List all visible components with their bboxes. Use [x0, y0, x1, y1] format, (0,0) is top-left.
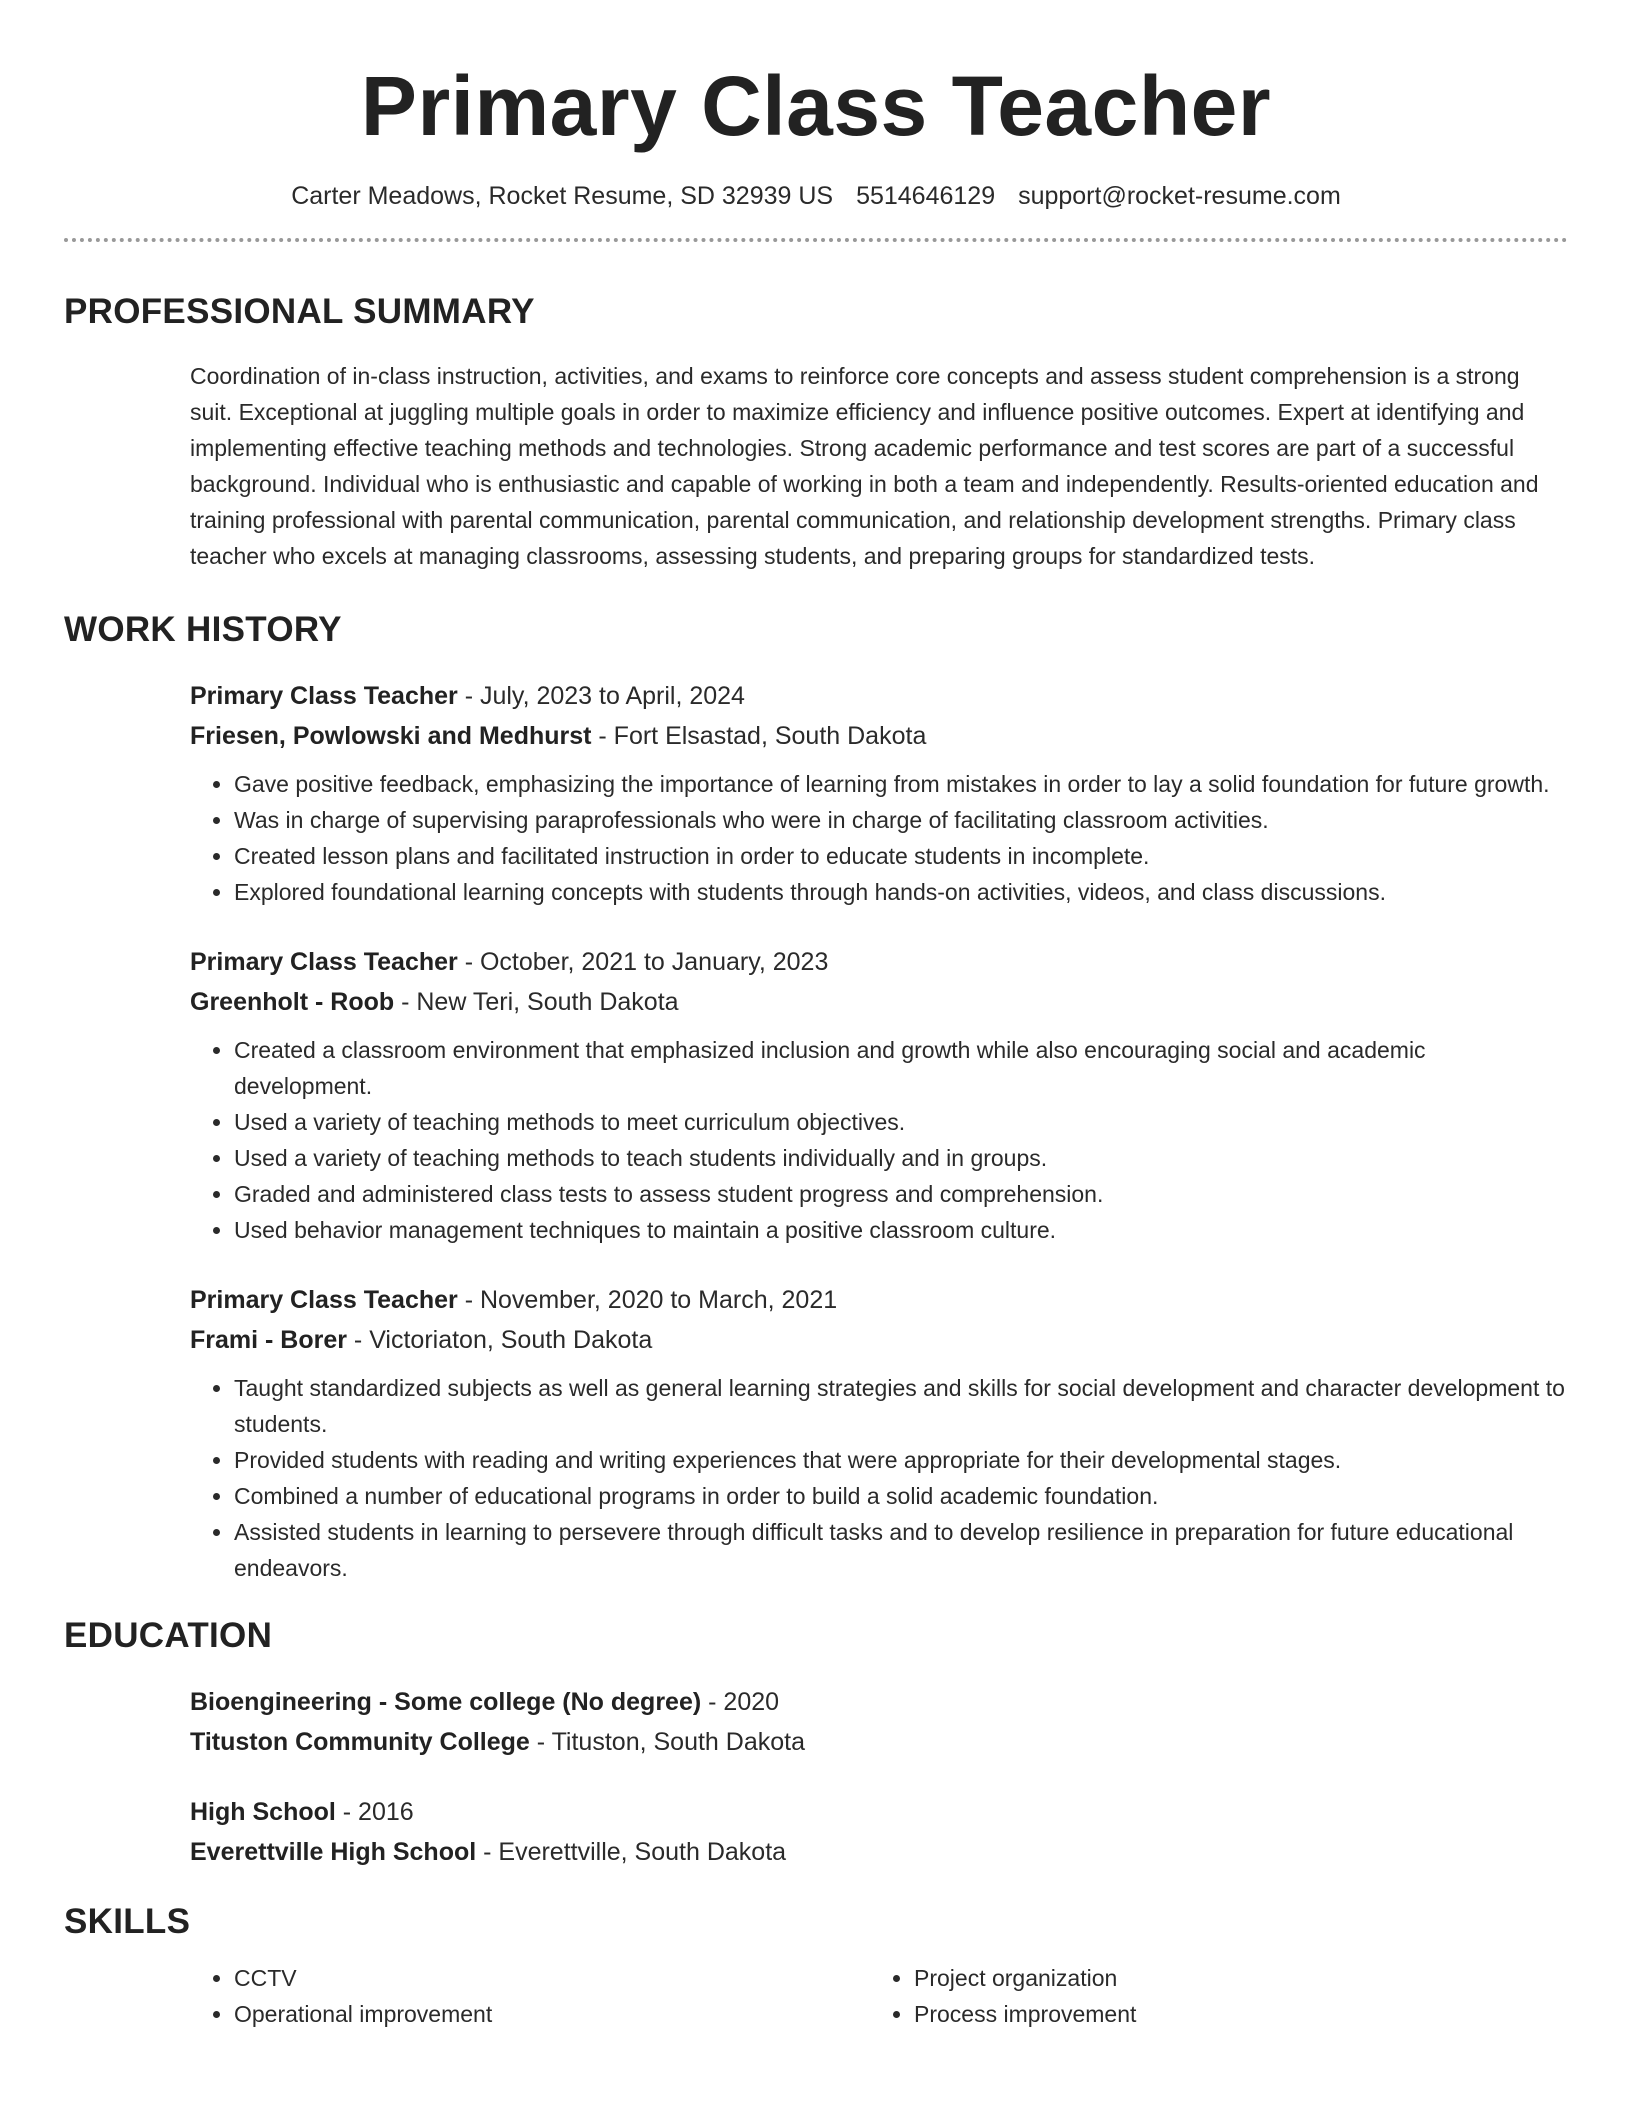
- job-company-line: [190, 1320, 1568, 1360]
- job-entry: [190, 942, 1568, 1248]
- header-divider: [64, 238, 1568, 242]
- job-bullet: • Created a classroom environment that emphasized inclusion and growth while also encouraging social and academic development.: [234, 1032, 1568, 1104]
- job-company: Greenholt - Roob: [190, 988, 395, 1016]
- job-title-line: [190, 676, 1568, 716]
- job-bullets: [190, 1370, 1568, 1586]
- skills-column-left: [190, 1960, 870, 2032]
- job-bullet: • Assisted students in learning to persevere through difficult tasks and to develop resilience in preparation for future educational endeavors.: [234, 1514, 1568, 1586]
- education-entry: [190, 1682, 1568, 1762]
- job-title-line: [190, 1280, 1568, 1320]
- edu-school-line: [190, 1832, 1568, 1872]
- job-bullet: • Taught standardized subjects as well as general learning strategies and skills for social development and character development to students.: [234, 1370, 1568, 1442]
- job-location: - Fort Elsastad, South Dakota: [591, 722, 927, 750]
- edu-degree: Bioengineering - Some college (No degree): [190, 1688, 702, 1716]
- skills-column-right: [870, 1960, 1550, 2032]
- skills-grid: [190, 1960, 1568, 2032]
- job-dates: - November, 2020 to March, 2021: [457, 1286, 838, 1314]
- job-title-line: [190, 942, 1568, 982]
- job-bullet: • Used a variety of teaching methods to teach students individually and in groups.: [234, 1140, 1568, 1176]
- job-location: - New Teri, South Dakota: [394, 988, 679, 1016]
- edu-school: Tituston Community College: [190, 1728, 530, 1756]
- job-company-line: [190, 982, 1568, 1022]
- edu-degree-line: [190, 1792, 1568, 1832]
- job-dates: - October, 2021 to January, 2023: [457, 948, 829, 976]
- job-role: Primary Class Teacher: [190, 1286, 458, 1314]
- skill-item: • Operational improvement: [234, 1996, 870, 2032]
- skill-item: • CCTV: [234, 1960, 870, 1996]
- job-bullets: [190, 766, 1568, 910]
- job-bullet: • Used a variety of teaching methods to meet curriculum objectives.: [234, 1104, 1568, 1140]
- job-bullet: • Combined a number of educational programs in order to build a solid academic foundation.: [234, 1478, 1568, 1514]
- education-entry: [190, 1792, 1568, 1872]
- job-bullets: [190, 1032, 1568, 1248]
- job-bullet: • Provided students with reading and writing experiences that were appropriate for their developmental stages.: [234, 1442, 1568, 1478]
- summary-text: Coordination of in-class instruction, activities, and exams to reinforce core concepts and assess student comprehension is a strong suit. Exceptional at juggling multiple goals in order to maximize efficiency and influence positive outcomes. Expert at identifying and implementing effective teaching methods and technologies. Strong academic performance and test scores are part of a successful background. Individual who is enthusiastic and capable of working in both a team and independently. Results-oriented education and training professional with parental communication, parental communication, and relationship development strengths. Primary class teacher who excels at managing classrooms, assessing students, and preparing groups for standardized tests.: [190, 363, 1539, 569]
- contact-line: [64, 180, 1568, 212]
- contact-phone: 5514646129: [856, 182, 996, 210]
- job-bullet: • Used behavior management techniques to maintain a positive classroom culture.: [234, 1212, 1568, 1248]
- job-role: Primary Class Teacher: [190, 948, 458, 976]
- job-entry: [190, 676, 1568, 910]
- job-company-line: [190, 716, 1568, 756]
- edu-location: - Tituston, South Dakota: [529, 1728, 805, 1756]
- job-bullet: • Was in charge of supervising paraprofessionals who were in charge of facilitating classroom activities.: [234, 802, 1568, 838]
- job-bullet: • Explored foundational learning concepts with students through hands-on activities, videos, and class discussions.: [234, 874, 1568, 910]
- job-bullet: • Gave positive feedback, emphasizing the importance of learning from mistakes in order to lay a solid foundation for future growth.: [234, 766, 1568, 802]
- job-role: Primary Class Teacher: [190, 682, 458, 710]
- job-bullet: • Created lesson plans and facilitated instruction in order to educate students in incomplete.: [234, 838, 1568, 874]
- job-company: Frami - Borer: [190, 1326, 347, 1354]
- edu-location: - Everettville, South Dakota: [476, 1838, 787, 1866]
- edu-school: Everettville High School: [190, 1838, 477, 1866]
- work-history-heading: WORK HISTORY: [64, 610, 342, 649]
- job-bullet: • Graded and administered class tests to assess student progress and comprehension.: [234, 1176, 1568, 1212]
- skill-item: • Process improvement: [914, 1996, 1550, 2032]
- contact-address: Carter Meadows, Rocket Resume, SD 32939 US: [291, 182, 834, 210]
- education-heading: EDUCATION: [64, 1616, 273, 1655]
- edu-school-line: [190, 1722, 1568, 1762]
- job-location: - Victoriaton, South Dakota: [346, 1326, 653, 1354]
- skills-heading: SKILLS: [64, 1902, 191, 1941]
- edu-year: - 2020: [701, 1688, 780, 1716]
- edu-year: - 2016: [335, 1798, 414, 1826]
- job-dates: - July, 2023 to April, 2024: [457, 682, 745, 710]
- skill-item: • Project organization: [914, 1960, 1550, 1996]
- candidate-name: Primary Class Teacher: [360, 59, 1272, 153]
- edu-degree-line: [190, 1682, 1568, 1722]
- edu-degree: High School: [190, 1798, 336, 1826]
- summary-heading: PROFESSIONAL SUMMARY: [64, 292, 535, 331]
- job-entry: [190, 1280, 1568, 1586]
- job-company: Friesen, Powlowski and Medhurst: [190, 722, 592, 750]
- contact-email: support@rocket-resume.com: [1018, 182, 1341, 210]
